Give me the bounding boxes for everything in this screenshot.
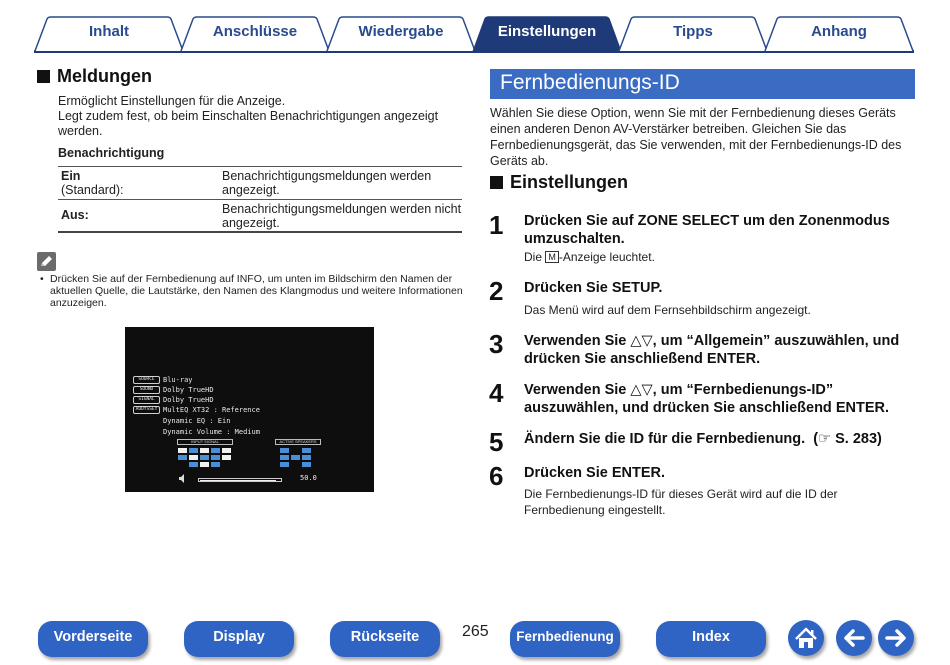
step-title: Verwenden Sie △▽, um “Allgemein” auszuwählen, und drücken Sie anschließend ENTER.: [524, 333, 900, 367]
pencil-note-icon: [37, 252, 56, 271]
osd-speaker-channel: [302, 455, 311, 460]
banner-intro-text: Wählen Sie diese Option, wenn Sie mit der Fernbedienung dieses Geräts einen anderen Denon AV-Verstärker betreiben. Gleichen Sie das Fernbedienungsgerät, das Sie verwenden, mit der Fernbedienungs-ID des Geräts ab.: [490, 106, 902, 168]
osd-input-channel: [200, 455, 209, 460]
step-number: 5: [489, 427, 504, 457]
option-cell: [58, 167, 220, 199]
tab-wiedergabe[interactable]: [326, 16, 476, 52]
section-banner: [490, 69, 915, 99]
step-number: 2: [489, 276, 504, 306]
option-aus: Aus:: [61, 208, 89, 222]
index-button[interactable]: Index: [656, 621, 766, 657]
step-title-text: Ändern Sie die ID für die Fernbedienung.: [524, 431, 806, 447]
step-desc-pre: Die: [524, 250, 546, 264]
osd-input-channel: [222, 455, 231, 460]
note-body: Drücken Sie auf der Fernbedienung auf INFO, um unten im Bildschirm den Namen der aktuellen Quelle, die Lautstärke, den Namen des Klangmodus und weitere Informationen anzuzeigen.: [50, 273, 463, 309]
tab-inhalt-label: Inhalt: [89, 23, 129, 40]
subheading-benachrichtigung: Benachrichtigung: [58, 146, 165, 160]
intro-text-2: Legt zudem fest, ob beim Einschalten Benachrichtigungen angezeigt werden.: [58, 109, 439, 138]
osd-input-channel: [222, 448, 231, 453]
osd-speaker-channel: [291, 455, 300, 460]
tab-anschluesse[interactable]: [180, 16, 330, 52]
intro-text-1: Ermöglicht Einstellungen für die Anzeige.: [58, 94, 286, 108]
osd-tag: SIGNAL: [133, 396, 160, 404]
option-table: [58, 166, 462, 233]
page-number: 265: [462, 623, 489, 640]
section-square-icon: [37, 70, 50, 83]
tab-tipps-label: Tipps: [673, 23, 713, 40]
option-description: Benachrichtigungsmeldungen werden angezeigt.: [222, 169, 432, 197]
osd-active-speakers-label: ACTIVE SPEAKERS: [275, 439, 321, 445]
step-title: Drücken Sie auf ZONE SELECT um den Zonenmodus umzuschalten.: [524, 213, 890, 247]
tab-anhang[interactable]: [764, 16, 914, 52]
osd-input-channel: [211, 448, 220, 453]
home-button[interactable]: [788, 620, 824, 656]
step-number: 6: [489, 461, 504, 491]
m-indicator-icon: M: [545, 251, 559, 263]
osd-volume-value: 50.0: [300, 474, 317, 482]
osd-speaker-channel: [302, 448, 311, 453]
osd-input-channel: [189, 462, 198, 467]
osd-sound-line: [133, 386, 214, 395]
osd-audyssey-value: MultEQ XT32 : Reference: [163, 406, 260, 414]
display-button[interactable]: Display: [184, 621, 294, 657]
section-subtitle-text: Einstellungen: [510, 172, 629, 192]
osd-dynamic-eq: Dynamic EQ : Ein: [163, 417, 231, 425]
banner-title: Fernbedienungs-ID: [500, 71, 680, 94]
step-desc-post: -Anzeige leuchtet.: [558, 250, 655, 264]
osd-speaker-icon: [179, 474, 187, 483]
osd-tag: SOUND: [133, 386, 160, 394]
table-row: [58, 167, 462, 200]
osd-speaker-channel: [280, 455, 289, 460]
tab-anschluesse-label: Anschlüsse: [212, 23, 298, 40]
osd-tag: AUDYSSEY: [133, 406, 160, 414]
section-title-text: Meldungen: [57, 66, 152, 86]
osd-volume-fill: [200, 480, 276, 481]
osd-speaker-channel: [280, 448, 289, 453]
tab-bar: [34, 16, 914, 52]
step-description: Die Fernbedienungs-ID für dieses Gerät wird auf die ID der Fernbedienung eingestellt.: [524, 487, 838, 517]
arrow-left-icon: [836, 620, 872, 656]
forward-button[interactable]: [878, 620, 914, 656]
step-title: Drücken Sie SETUP.: [524, 280, 663, 296]
osd-input-channel: [211, 462, 220, 467]
osd-input-signal-label: INPUT SIGNAL: [177, 439, 233, 445]
osd-speaker-channel: [280, 462, 289, 467]
note-text: [40, 273, 465, 309]
osd-source-line: [133, 376, 193, 385]
osd-speaker-channel: [302, 462, 311, 467]
step-number: 1: [489, 210, 504, 240]
back-button[interactable]: [836, 620, 872, 656]
option-cell: [58, 200, 220, 231]
section-square-icon: [490, 176, 503, 189]
tab-einstellungen-label: Einstellungen: [497, 23, 597, 40]
osd-volume-bar: [198, 478, 282, 482]
osd-sound-value: Dolby TrueHD: [163, 386, 214, 394]
osd-input-channel: [178, 455, 187, 460]
rueckseite-button[interactable]: Rückseite: [330, 621, 440, 657]
fernbedienung-button[interactable]: Fernbedienung: [510, 621, 620, 657]
osd-audyssey-line: [133, 406, 260, 415]
step-title: Verwenden Sie △▽, um “Fernbedienungs-ID” auszuwählen, und drücken Sie anschließend ENTER.: [524, 382, 889, 416]
step-title: Drücken Sie ENTER.: [524, 465, 666, 481]
tab-wiedergabe-label: Wiedergabe: [358, 23, 444, 40]
section-title-einstellungen: [490, 172, 628, 193]
osd-input-channel: [200, 448, 209, 453]
tab-inhalt[interactable]: [34, 16, 184, 52]
osd-dynamic-volume: Dynamic Volume : Medium: [163, 428, 260, 436]
arrow-right-icon: [878, 620, 914, 656]
tab-anhang-label: Anhang: [811, 23, 867, 40]
tab-tipps[interactable]: [618, 16, 768, 52]
option-ein-note: (Standard):: [61, 183, 124, 197]
page-reference-link[interactable]: (☞ S. 283): [813, 431, 882, 447]
osd-input-channel: [189, 448, 198, 453]
osd-signal-value: Dolby TrueHD: [163, 396, 214, 404]
osd-input-channel: [189, 455, 198, 460]
option-description: Benachrichtigungsmeldungen werden nicht angezeigt.: [222, 202, 462, 230]
vorderseite-button[interactable]: Vorderseite: [38, 621, 148, 657]
osd-signal-line: [133, 396, 214, 405]
step-number: 3: [489, 329, 504, 359]
step-title: [524, 430, 916, 448]
option-ein: Ein: [61, 169, 81, 183]
step-number: 4: [489, 378, 504, 408]
note-bullet: •: [40, 273, 44, 285]
osd-input-channel: [211, 455, 220, 460]
osd-source-value: Blu-ray: [163, 376, 193, 384]
osd-input-channel: [178, 448, 187, 453]
step-description: [524, 249, 916, 265]
home-icon: [788, 620, 824, 656]
osd-tag: SOURCE: [133, 376, 160, 384]
tab-einstellungen[interactable]: [472, 16, 622, 52]
section-title-meldungen: [37, 66, 152, 87]
table-row: [58, 200, 462, 233]
osd-input-channel: [200, 462, 209, 467]
osd-screen-image: [125, 327, 374, 492]
step-description: Das Menü wird auf dem Fernsehbildschirm angezeigt.: [524, 303, 811, 317]
